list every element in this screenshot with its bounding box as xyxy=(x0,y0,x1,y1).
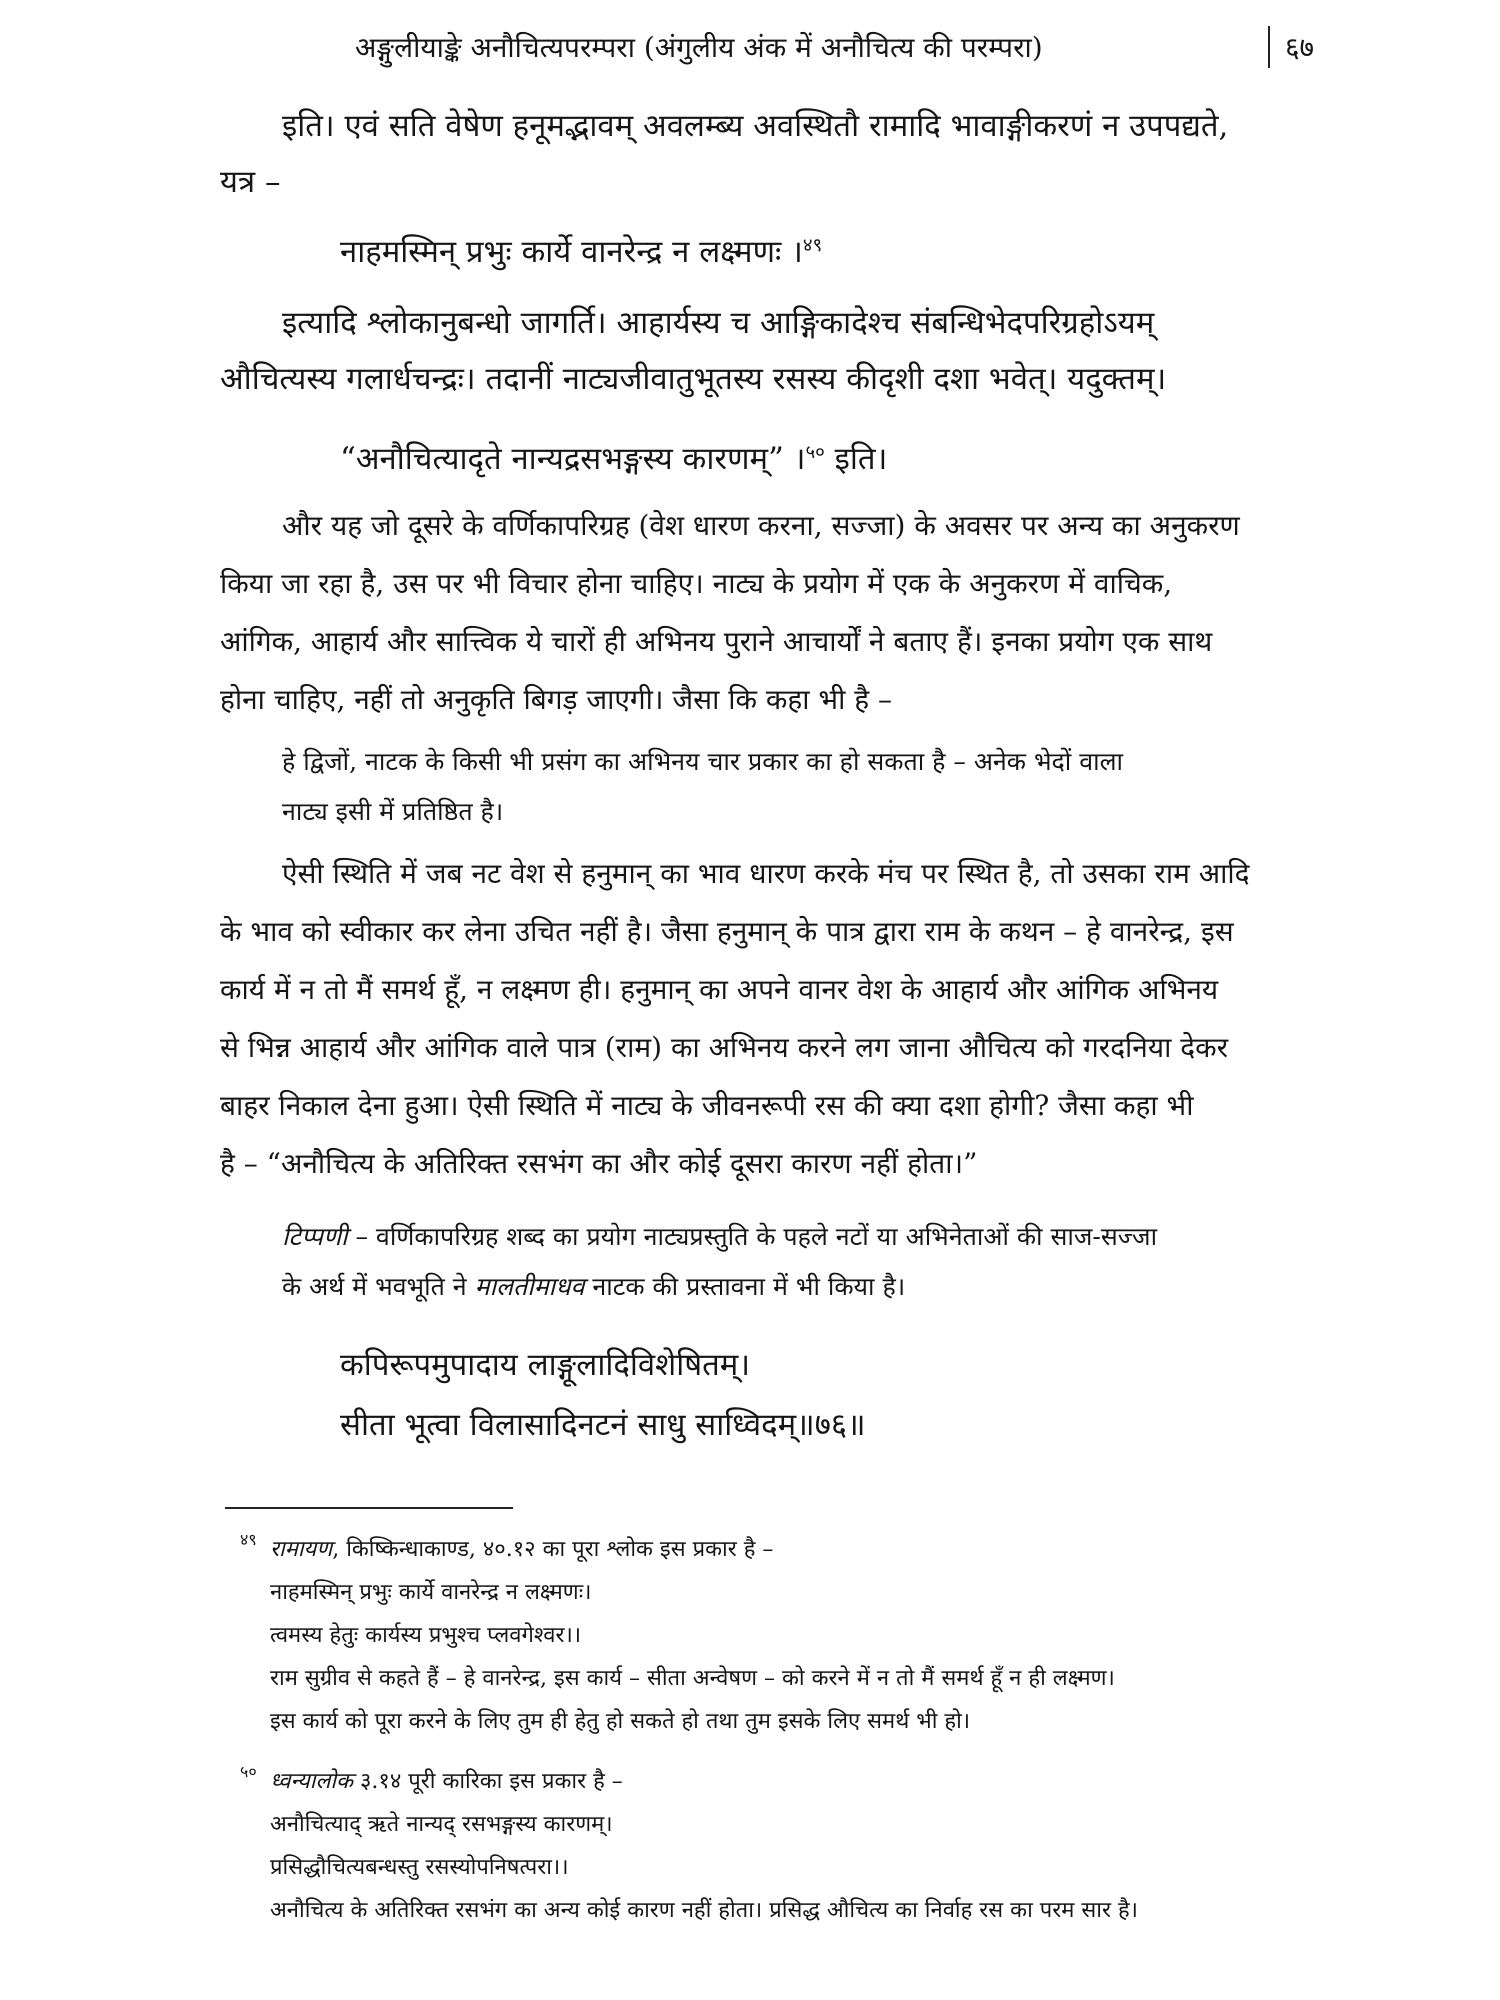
footnote-line: राम सुग्रीव से कहते हैं – हे वानरेन्द्र, इस कार्य – सीता अन्वेषण – को करने में न तो मैं समर्थ हूँ न ही लक्ष्मण। xyxy=(270,1666,1115,1691)
footnote-ref: ५० xyxy=(805,442,825,463)
text-line: और यह जो दूसरे के वर्णिकापरिग्रह (वेश धारण करना, सज्जा) के अवसर पर अन्य का अनुकरण xyxy=(282,509,1240,542)
text-line: के भाव को स्वीकार कर लेना उचित नहीं है। जैसा हनुमान् के पात्र द्वारा राम के कथन – हे वानरेन्द्र, इस xyxy=(220,915,1234,948)
footnote-line: त्वमस्य हेतुः कार्यस्य प्रभुश्च प्लवगेश्वर।। xyxy=(270,1623,582,1648)
footnote-mark: ५० xyxy=(240,1762,257,1781)
footnote-line: इस कार्य को पूरा करने के लिए तुम ही हेतु हो सकते हो तथा तुम इसके लिए समर्थ भी हो। xyxy=(270,1709,971,1734)
page-number: ६७ xyxy=(1285,31,1315,64)
text-line: यत्र – xyxy=(220,164,281,200)
quote-tail: इति। xyxy=(824,441,888,478)
verse-76 xyxy=(340,1335,1460,1455)
text-line: है – “अनौचित्य के अतिरिक्त रसभंग का और कोई दूसरा कारण नहीं होता।” xyxy=(220,1147,978,1180)
quote-anauchitya xyxy=(340,425,1460,487)
text-line: होना चाहिए, नहीं तो अनुकृति बिगड़ जाएगी। जैसा कि कहा भी है – xyxy=(220,683,893,716)
text-line: बाहर निकाल देना हुआ। ऐसी स्थिति में नाट्य के जीवनरूपी रस की क्या दशा होगी? जैसा कहा भी xyxy=(220,1089,1194,1122)
hindi-paragraph-1 xyxy=(220,497,1340,729)
work-title: मालतीमाधव xyxy=(474,1272,585,1301)
footnote-ref: ४९ xyxy=(802,235,823,256)
verse-quote xyxy=(340,218,1460,280)
footnote-source: रामायण xyxy=(270,1537,333,1562)
text-line: औचित्यस्य गलार्धचन्द्रः। तदानीं नाट्यजीवातुभूतस्य रसस्य कीदृशी दशा भवेत्। यदुक्तम्। xyxy=(220,361,1167,397)
footnote-text: ३.१४ पूरी कारिका इस प्रकार है – xyxy=(352,1769,623,1794)
verse-text: नाहमस्मिन् प्रभुः कार्ये वानरेन्द्र न लक्ष्मणः । xyxy=(340,234,803,271)
header-divider xyxy=(1268,26,1270,68)
text-line: नाट्य इसी में प्रतिष्ठित है। xyxy=(282,797,504,826)
footnote-line: प्रसिद्धौचित्यबन्धस्तु रसस्योपनिषत्परा।। xyxy=(270,1855,569,1880)
footnote-49 xyxy=(270,1528,1390,1743)
running-header xyxy=(220,22,1340,72)
footnote-line: अनौचित्य के अतिरिक्त रसभंग का अन्य कोई कारण नहीं होता। प्रसिद्ध औचित्य का निर्वाह रस का परम सार है। xyxy=(270,1898,1138,1923)
footnote-50 xyxy=(270,1760,1390,1932)
sanskrit-intro xyxy=(220,98,1340,210)
text-line: इति। एवं सति वेषेण हनूमद्भावम् अवलम्ब्य अवस्थितौ रामादि भावाङ्गीकरणं न उपपद्यते, xyxy=(282,108,1229,144)
note-text: के अर्थ में भवभूति ने xyxy=(282,1272,475,1301)
note-block xyxy=(282,1212,1402,1312)
text-line: से भिन्न आहार्य और आंगिक वाले पात्र (राम) का अभिनय करने लग जाना औचित्य को गरदनिया देकर xyxy=(220,1031,1229,1064)
note-text: – वर्णिकापरिग्रह शब्द का प्रयोग नाट्यप्रस्तुति के पहले नटों या अभिनेताओं की साज-सज्जा xyxy=(347,1222,1158,1251)
footnote-line: नाहमस्मिन् प्रभुः कार्ये वानरेन्द्र न लक्ष्मणः। xyxy=(270,1580,592,1605)
footnote-line: अनौचित्याद् ऋते नान्यद् रसभङ्गस्य कारणम्। xyxy=(270,1812,613,1837)
text-line: इत्यादि श्लोकानुबन्धो जागर्ति। आहार्यस्य च आङ्गिकादेश्च संबन्धिभेदपरिग्रहोऽयम् xyxy=(282,305,1155,341)
text-line: किया जा रहा है, उस पर भी विचार होना चाहिए। नाट्य के प्रयोग में एक के अनुकरण में वाचिक, xyxy=(220,567,1173,600)
footnote-source: ध्वन्यालोक xyxy=(270,1769,353,1794)
note-text: नाटक की प्रस्तावना में भी किया है। xyxy=(584,1272,906,1301)
text-line: हे द्विजों, नाटक के किसी भी प्रसंग का अभिनय चार प्रकार का हो सकता है – अनेक भेदों वाला xyxy=(282,747,1124,776)
text-line: ऐसी स्थिति में जब नट वेश से हनुमान् का भाव धारण करके मंच पर स्थित है, तो उसका राम आदि xyxy=(282,857,1250,890)
note-label: टिप्पणी xyxy=(282,1222,348,1251)
header-title: अङ्गुलीयाङ्के अनौचित्यपरम्परा (अंगुलीय अंक में अनौचित्य की परम्परा) xyxy=(355,31,1043,64)
footnote-text: , किष्किन्धाकाण्ड, ४०.१२ का पूरा श्लोक इस प्रकार है – xyxy=(332,1537,774,1562)
quote-text: “अनौचित्यादृते नान्यद्रसभङ्गस्य कारणम्” । xyxy=(340,441,806,478)
verse-line: कपिरूपमुपादाय लाङ्गूलादिविशेषितम्। xyxy=(340,1347,751,1383)
text-line: कार्य में न तो मैं समर्थ हूँ, न लक्ष्मण ही। हनुमान् का अपने वानर वेश के आहार्य और आंगिक अभिनय xyxy=(220,973,1219,1006)
text-line: आंगिक, आहार्य और सात्त्विक ये चारों ही अभिनय पुराने आचार्यों ने बताए हैं। इनका प्रयोग एक साथ xyxy=(220,625,1213,658)
footnote-rule xyxy=(225,1507,513,1509)
hindi-paragraph-2 xyxy=(220,845,1340,1193)
verse-line: सीता भूत्वा विलासादिनटनं साधु साध्विदम्॥७६॥ xyxy=(340,1407,866,1443)
sanskrit-continuation xyxy=(220,295,1340,407)
hindi-quote xyxy=(282,737,1402,837)
footnote-mark: ४९ xyxy=(240,1530,257,1549)
